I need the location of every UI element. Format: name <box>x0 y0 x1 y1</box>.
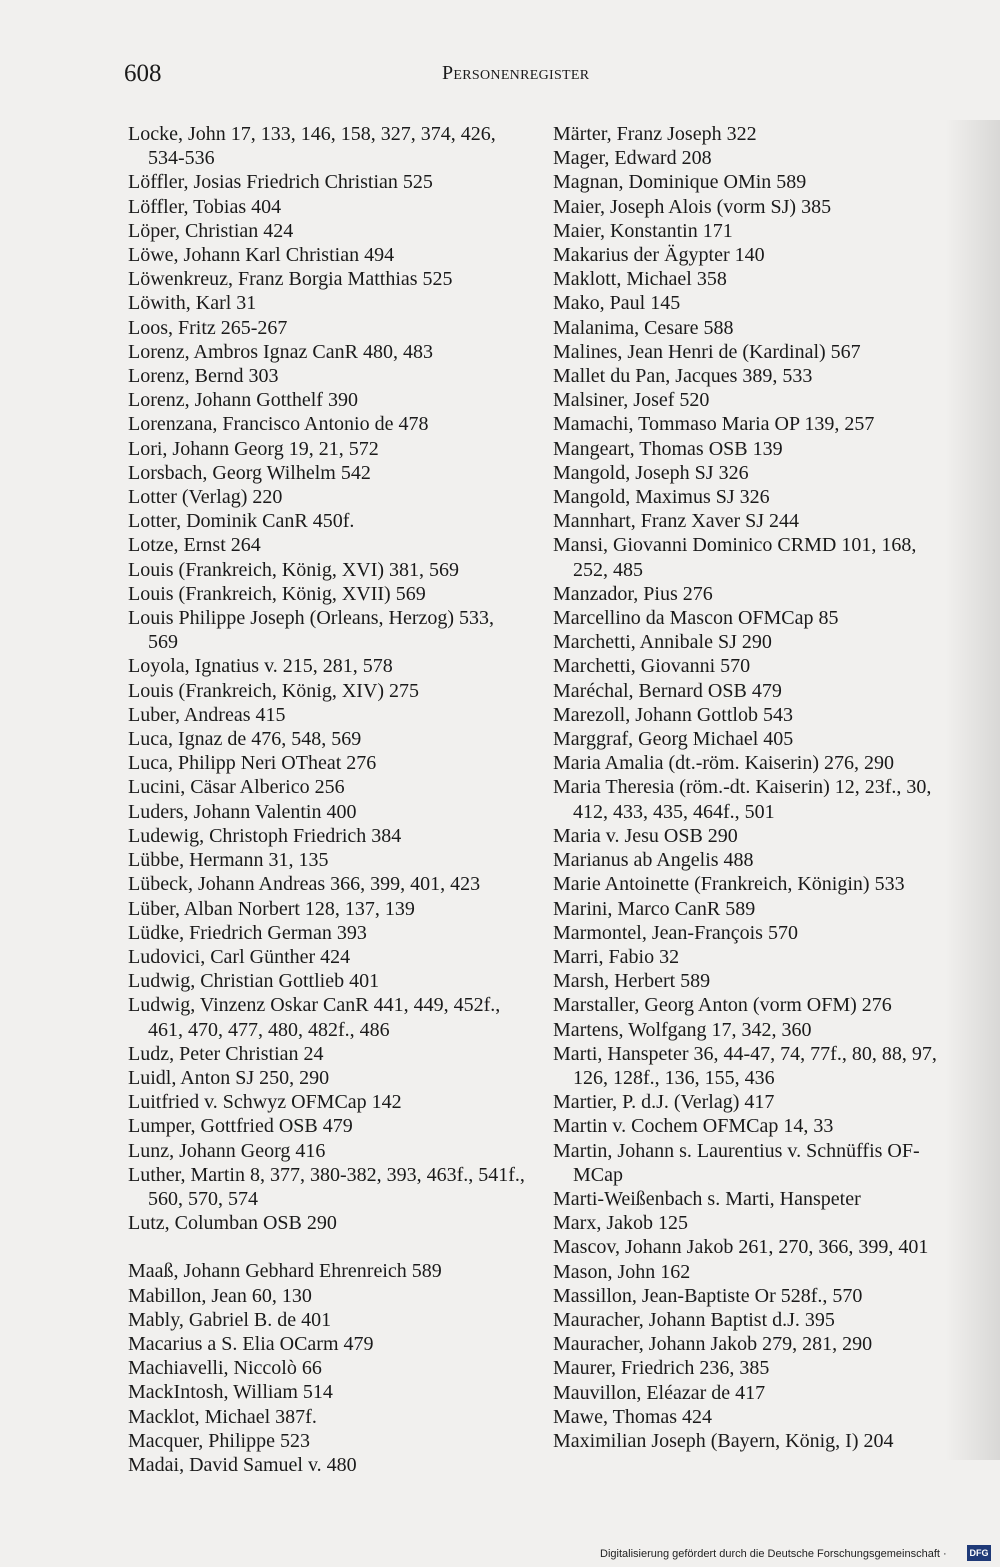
index-entry: Louis (Frankreich, König, XVII) 569 <box>128 582 426 605</box>
index-entry: Luther, Martin 8, 377, 380-382, 393, 463f., 541f., 560, 570, 574 <box>128 1163 525 1210</box>
index-entry: Löper, Christian 424 <box>128 219 294 242</box>
index-entry: Marx, Jakob 125 <box>553 1212 688 1235</box>
index-entry: Maximilian Joseph (Bayern, König, I) 204 <box>553 1429 894 1452</box>
index-entry: Malines, Jean Henri de (Kardinal) 567 <box>553 340 861 363</box>
index-entry: Marianus ab Angelis 488 <box>553 849 754 872</box>
index-entry: Maria Theresia (röm.-dt. Kaiserin) 12, 23f., 30, 412, 433, 435, 464f., 501 <box>553 776 932 823</box>
index-entry: Marggraf, Georg Michael 405 <box>553 728 794 751</box>
index-entry: Mabillon, Jean 60, 130 <box>128 1284 312 1307</box>
index-entry: Macarius a S. Elia OCarm 479 <box>128 1332 374 1355</box>
index-entry: Mably, Gabriel B. de 401 <box>128 1308 332 1331</box>
index-entry: Löwe, Johann Karl Christian 494 <box>128 244 395 267</box>
index-entry: Martier, P. d.J. (Verlag) 417 <box>553 1091 775 1114</box>
index-entry: Macklot, Michael 387f. <box>128 1405 317 1428</box>
index-entry: Löffler, Josias Friedrich Christian 525 <box>128 171 433 194</box>
index-entry: Lüber, Alban Norbert 128, 137, 139 <box>128 897 415 920</box>
index-entry: Lübbe, Hermann 31, 135 <box>128 849 329 872</box>
index-entry: Maurer, Friedrich 236, 385 <box>553 1357 770 1380</box>
index-entry: Mansi, Giovanni Dominico CRMD 101, 168, 252, 485 <box>553 534 917 581</box>
index-entry: Ludwig, Christian Gottlieb 401 <box>128 970 380 993</box>
index-entry: Ludz, Peter Christian 24 <box>128 1042 324 1065</box>
index-entry: Mallet du Pan, Jacques 389, 533 <box>553 365 813 388</box>
index-entry: Martin v. Cochem OFMCap 14, 33 <box>553 1115 834 1138</box>
index-entry: Lutz, Columban OSB 290 <box>128 1212 337 1235</box>
index-entry: Lüdke, Friedrich German 393 <box>128 921 367 944</box>
index-entry: Magnan, Dominique OMin 589 <box>553 171 807 194</box>
index-entry: Maier, Joseph Alois (vorm SJ) 385 <box>553 195 832 218</box>
index-entry: Maaß, Johann Gebhard Ehrenreich 589 <box>128 1260 442 1283</box>
index-entry: Marmontel, Jean-François 570 <box>553 921 798 944</box>
index-entry: Luber, Andreas 415 <box>128 703 286 726</box>
index-entry: Ludovici, Carl Günther 424 <box>128 945 351 968</box>
index-entry: Marchetti, Annibale SJ 290 <box>553 631 772 654</box>
index-entry: Marstaller, Georg Anton (vorm OFM) 276 <box>553 994 892 1017</box>
index-entry: Lorsbach, Georg Wilhelm 542 <box>128 461 371 484</box>
index-entry: Ludwig, Vinzenz Oskar CanR 441, 449, 452f., 461, 470, 477, 480, 482f., 486 <box>128 994 501 1041</box>
index-entry: Marsh, Herbert 589 <box>553 970 711 993</box>
index-entry: Mannhart, Franz Xaver SJ 244 <box>553 510 800 533</box>
index-entry: Löwith, Karl 31 <box>128 292 257 315</box>
index-entry: Mangold, Maximus SJ 326 <box>553 486 770 509</box>
index-entry: Mager, Edward 208 <box>553 147 712 170</box>
index-entry: Loos, Fritz 265-267 <box>128 316 288 339</box>
index-entry: Marti, Hanspeter 36, 44-47, 74, 77f., 80, 88, 97, 126, 128f., 136, 155, 436 <box>553 1042 937 1089</box>
index-entry: Macquer, Philippe 523 <box>128 1429 310 1452</box>
index-entry: Löwenkreuz, Franz Borgia Matthias 525 <box>128 268 453 291</box>
index-entry: Luca, Ignaz de 476, 548, 569 <box>128 728 362 751</box>
index-entry: MackIntosh, William 514 <box>128 1381 333 1404</box>
index-entry: Lorenzana, Francisco Antonio de 478 <box>128 413 429 436</box>
index-entry: Mason, John 162 <box>553 1260 691 1283</box>
index-entry: Marcellino da Mascon OFMCap 85 <box>553 607 839 630</box>
index-entry: Löffler, Tobias 404 <box>128 195 282 218</box>
index-entry: Märter, Franz Joseph 322 <box>553 123 757 145</box>
index-entry: Ludewig, Christoph Friedrich 384 <box>128 824 402 847</box>
index-entry: Mangeart, Thomas OSB 139 <box>553 437 783 460</box>
index-entry: Locke, John 17, 133, 146, 158, 327, 374, 426, 534-536 <box>128 123 496 170</box>
index-entry: Luitfried v. Schwyz OFMCap 142 <box>128 1091 402 1114</box>
index-entry: Lotter (Verlag) 220 <box>128 486 283 509</box>
index-entry: Marie Antoinette (Frankreich, Königin) 533 <box>553 873 905 896</box>
index-entry: Lorenz, Bernd 303 <box>128 365 279 388</box>
index-column-right <box>553 122 953 1453</box>
index-entry: Mawe, Thomas 424 <box>553 1405 713 1428</box>
dfg-logo: DFG <box>967 1545 991 1561</box>
index-entry: Mangold, Joseph SJ 326 <box>553 461 749 484</box>
index-entry: Malsiner, Josef 520 <box>553 389 710 412</box>
index-entry: Maria v. Jesu OSB 290 <box>553 824 738 847</box>
index-entry: Maier, Konstantin 171 <box>553 219 733 242</box>
index-entry: Louis Philippe Joseph (Orleans, Herzog) 533, 569 <box>128 607 495 654</box>
index-entry: Lori, Johann Georg 19, 21, 572 <box>128 437 379 460</box>
index-entry: Lotter, Dominik CanR 450f. <box>128 510 355 533</box>
index-entry: Marezoll, Johann Gottlob 543 <box>553 703 793 726</box>
page-edge-shadow <box>945 120 1000 1460</box>
index-entry: Makarius der Ägypter 140 <box>553 244 765 267</box>
index-entry: Marri, Fabio 32 <box>553 945 680 968</box>
index-entry: Martens, Wolfgang 17, 342, 360 <box>553 1018 812 1041</box>
index-entry: Luca, Philipp Neri OTheat 276 <box>128 752 377 775</box>
index-entry: Mamachi, Tommaso Maria OP 139, 257 <box>553 413 875 436</box>
index-entry: Louis (Frankreich, König, XVI) 381, 569 <box>128 558 460 581</box>
index-entry: Luidl, Anton SJ 250, 290 <box>128 1066 330 1089</box>
running-head: Personenregister <box>442 62 590 84</box>
index-entry: Loyola, Ignatius v. 215, 281, 578 <box>128 655 393 678</box>
index-entry: Lorenz, Ambros Ignaz CanR 480, 483 <box>128 340 433 363</box>
index-entry: Lorenz, Johann Gotthelf 390 <box>128 389 358 412</box>
index-column-left <box>128 122 528 1477</box>
index-entry: Lucini, Cäsar Alberico 256 <box>128 776 345 799</box>
index-entry: Maklott, Michael 358 <box>553 268 727 291</box>
index-entry: Marini, Marco CanR 589 <box>553 897 756 920</box>
index-entry: Martin, Johann s. Laurentius v. Schnüffis OF-MCap <box>553 1139 920 1186</box>
index-entry: Mascov, Johann Jakob 261, 270, 366, 399, 401 <box>553 1236 929 1259</box>
index-entry: Mauvillon, Eléazar de 417 <box>553 1381 766 1404</box>
index-entry: Lübeck, Johann Andreas 366, 399, 401, 423 <box>128 873 481 896</box>
index-entry: Luders, Johann Valentin 400 <box>128 800 357 823</box>
index-entry: Lunz, Johann Georg 416 <box>128 1139 326 1162</box>
index-entry: Mauracher, Johann Baptist d.J. 395 <box>553 1308 835 1331</box>
page-number: 608 <box>124 60 162 87</box>
index-entry: Madai, David Samuel v. 480 <box>128 1453 357 1476</box>
index-entry: Lotze, Ernst 264 <box>128 534 261 557</box>
index-entry: Mako, Paul 145 <box>553 292 681 315</box>
index-entry: Maria Amalia (dt.-röm. Kaiserin) 276, 290 <box>553 752 895 775</box>
footer-credit: Digitalisierung gefördert durch die Deutsche Forschungsgemeinschaft · <box>600 1548 947 1560</box>
index-entry: Maréchal, Bernard OSB 479 <box>553 679 782 702</box>
index-entry: Marti-Weißenbach s. Marti, Hanspeter <box>553 1187 861 1210</box>
index-entry: Mauracher, Johann Jakob 279, 281, 290 <box>553 1333 873 1356</box>
index-entry: Massillon, Jean-Baptiste Or 528f., 570 <box>553 1284 863 1307</box>
index-entry: Marchetti, Giovanni 570 <box>553 655 751 678</box>
index-entry: Machiavelli, Niccolò 66 <box>128 1357 322 1380</box>
index-entry: Manzador, Pius 276 <box>553 582 713 605</box>
index-entry: Lumper, Gottfried OSB 479 <box>128 1115 353 1138</box>
index-entry: Malanima, Cesare 588 <box>553 316 734 339</box>
index-entry: Louis (Frankreich, König, XIV) 275 <box>128 679 420 702</box>
